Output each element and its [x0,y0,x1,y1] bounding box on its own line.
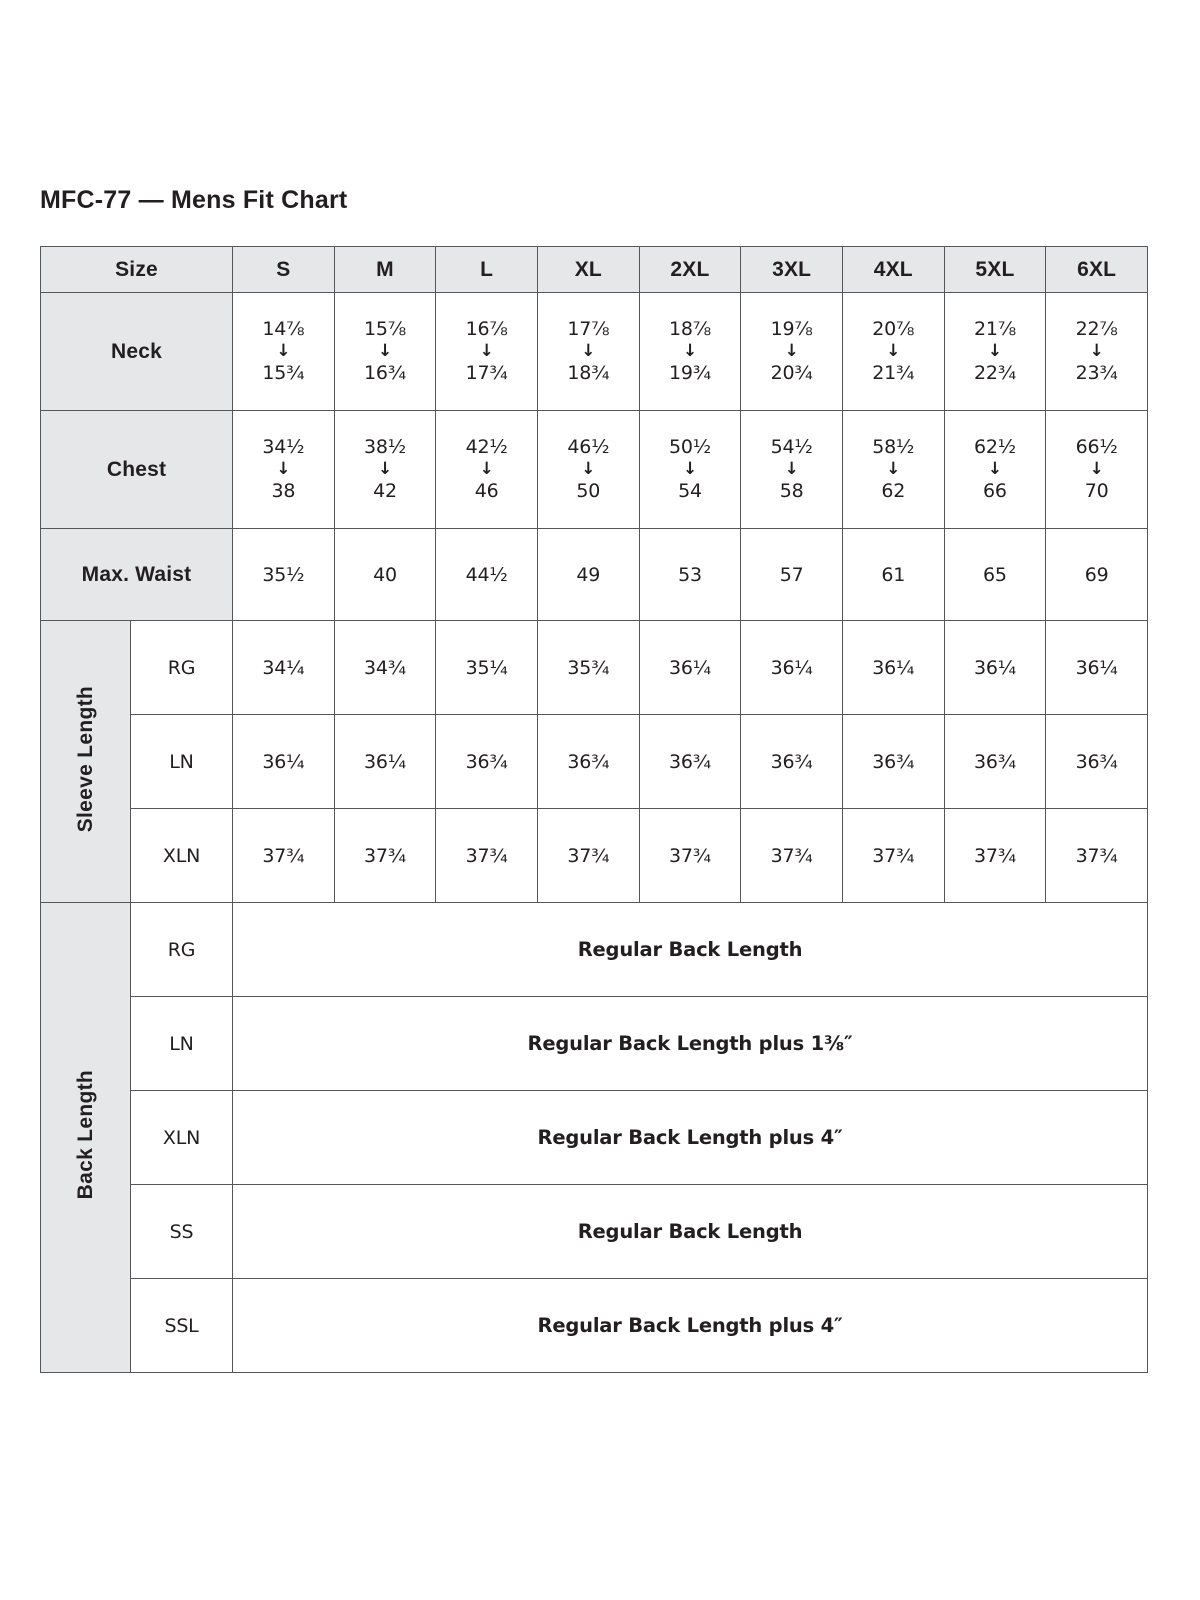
sleeve-ln-cell: 36¾ [741,715,843,809]
size-col-header: S [233,247,335,293]
sleeve-xln-cell: 37¾ [1046,809,1148,903]
chest-cell [436,411,538,529]
back-length-ssl-row [41,1279,1148,1373]
sleeve-rg-cell: 34¾ [334,621,436,715]
sleeve-xln-cell: 37¾ [537,809,639,903]
neck-min: 19⅞ [770,318,813,340]
down-arrow-icon: ↓ [682,341,697,361]
chest-max: 58 [779,480,804,502]
neck-row [41,293,1148,411]
max-waist-row-label: Max. Waist [41,529,233,621]
back-rg-label: RG [131,903,233,997]
down-arrow-icon: ↓ [581,341,596,361]
back-length-label-text: Back Length [73,1070,97,1200]
sleeve-ln-cell: 36¾ [842,715,944,809]
header-row [41,247,1148,293]
sleeve-rg-cell: 36¼ [1046,621,1148,715]
down-arrow-icon: ↓ [886,459,901,479]
back-length-rg-row [41,903,1148,997]
back-ss-value: Regular Back Length [233,1185,1148,1279]
chest-max: 62 [881,480,906,502]
chest-max: 66 [983,480,1007,502]
neck-cell [334,293,436,411]
page-title: MFC-77 — Mens Fit Chart [40,186,348,214]
back-ssl-label: SSL [131,1279,233,1373]
max-waist-cell: 40 [334,529,436,621]
down-arrow-icon: ↓ [1089,459,1104,479]
neck-max: 16¾ [364,362,406,384]
size-col-header: XL [537,247,639,293]
neck-min: 21⅞ [973,318,1016,340]
size-col-header: M [334,247,436,293]
sleeve-rg-cell: 36¼ [639,621,741,715]
max-waist-row [41,529,1148,621]
chest-cell [639,411,741,529]
chest-row-label: Chest [41,411,233,529]
neck-cell [842,293,944,411]
neck-cell [436,293,538,411]
down-arrow-icon: ↓ [276,341,291,361]
sleeve-rg-label: RG [131,621,233,715]
chest-cell [741,411,843,529]
sleeve-ln-cell: 36¾ [944,715,1046,809]
down-arrow-icon: ↓ [987,459,1002,479]
max-waist-cell: 65 [944,529,1046,621]
neck-min: 17⅞ [567,318,610,340]
size-col-header: L [436,247,538,293]
chest-cell [842,411,944,529]
neck-min: 14⅞ [262,318,305,340]
sleeve-rg-cell: 36¼ [741,621,843,715]
sleeve-xln-cell: 37¾ [944,809,1046,903]
chest-max: 54 [678,480,702,502]
neck-cell [1046,293,1148,411]
back-length-xln-row [41,1091,1148,1185]
sleeve-ln-cell: 36¾ [537,715,639,809]
back-ln-value: Regular Back Length plus 1⅜″ [233,997,1148,1091]
neck-max: 18¾ [567,362,610,384]
neck-row-label: Neck [41,293,233,411]
size-header-cell: Size [41,247,233,293]
chest-max: 38 [271,480,296,502]
size-col-header: 2XL [639,247,741,293]
max-waist-cell: 49 [537,529,639,621]
neck-cell [537,293,639,411]
sleeve-rg-cell: 36¼ [944,621,1046,715]
sleeve-length-group-label [41,621,131,903]
down-arrow-icon: ↓ [581,459,596,479]
down-arrow-icon: ↓ [479,341,494,361]
sleeve-rg-cell: 35¾ [537,621,639,715]
sleeve-xln-cell: 37¾ [842,809,944,903]
chest-max: 42 [373,480,397,502]
sleeve-rg-cell: 36¼ [842,621,944,715]
neck-cell [944,293,1046,411]
max-waist-cell: 35½ [233,529,335,621]
chest-cell [1046,411,1148,529]
chest-cell [334,411,436,529]
sleeve-xln-cell: 37¾ [639,809,741,903]
sleeve-length-ln-row [41,715,1148,809]
sleeve-ln-cell: 36¾ [639,715,741,809]
max-waist-cell: 57 [741,529,843,621]
back-length-group-label [41,903,131,1373]
sleeve-rg-cell: 35¼ [436,621,538,715]
neck-min: 20⅞ [872,318,915,340]
down-arrow-icon: ↓ [377,459,393,479]
chest-min: 46½ [567,436,610,458]
sleeve-xln-cell: 37¾ [334,809,436,903]
max-waist-cell: 69 [1046,529,1148,621]
down-arrow-icon: ↓ [784,341,799,361]
chest-min: 42½ [465,436,508,458]
back-ln-label: LN [131,997,233,1091]
sleeve-xln-cell: 37¾ [741,809,843,903]
neck-min: 22⅞ [1075,318,1118,340]
sleeve-length-rg-row [41,621,1148,715]
max-waist-cell: 53 [639,529,741,621]
back-xln-value: Regular Back Length plus 4″ [233,1091,1148,1185]
chest-min: 58½ [872,436,915,458]
neck-max: 23¾ [1075,362,1118,384]
chest-cell [537,411,639,529]
size-col-header: 4XL [842,247,944,293]
chest-min: 38½ [364,436,406,458]
back-rg-value: Regular Back Length [233,903,1148,997]
sleeve-ln-cell: 36¾ [436,715,538,809]
chest-cell [233,411,335,529]
sleeve-ln-cell: 36¼ [334,715,436,809]
back-length-ss-row [41,1185,1148,1279]
down-arrow-icon: ↓ [1089,341,1104,361]
neck-min: 18⅞ [668,318,711,340]
neck-max: 17¾ [465,362,508,384]
neck-cell [639,293,741,411]
neck-cell [233,293,335,411]
neck-max: 20¾ [770,362,813,384]
back-length-ln-row [41,997,1148,1091]
down-arrow-icon: ↓ [276,459,291,479]
chest-min: 34½ [262,436,305,458]
size-col-header: 3XL [741,247,843,293]
chest-min: 66½ [1075,436,1118,458]
max-waist-cell: 44½ [436,529,538,621]
size-col-header: 6XL [1046,247,1148,293]
sleeve-ln-label: LN [131,715,233,809]
chest-max: 46 [474,480,499,502]
chest-min: 62½ [973,436,1016,458]
down-arrow-icon: ↓ [377,341,393,361]
neck-cell [741,293,843,411]
neck-min: 15⅞ [364,318,406,340]
neck-min: 16⅞ [465,318,508,340]
back-xln-label: XLN [131,1091,233,1185]
chest-min: 50½ [668,436,711,458]
chest-max: 70 [1084,480,1109,502]
down-arrow-icon: ↓ [886,341,901,361]
neck-max: 15¾ [262,362,305,384]
chest-row [41,411,1148,529]
back-ssl-value: Regular Back Length plus 4″ [233,1279,1148,1373]
sleeve-xln-label: XLN [131,809,233,903]
back-ss-label: SS [131,1185,233,1279]
fit-chart-table [40,246,1148,1373]
chest-max: 50 [576,480,601,502]
neck-max: 22¾ [973,362,1016,384]
down-arrow-icon: ↓ [682,459,697,479]
max-waist-cell: 61 [842,529,944,621]
neck-max: 19¾ [668,362,711,384]
sleeve-rg-cell: 34¼ [233,621,335,715]
sleeve-length-xln-row [41,809,1148,903]
chest-min: 54½ [770,436,813,458]
down-arrow-icon: ↓ [784,459,799,479]
down-arrow-icon: ↓ [987,341,1002,361]
sleeve-xln-cell: 37¾ [436,809,538,903]
sleeve-xln-cell: 37¾ [233,809,335,903]
sleeve-ln-cell: 36¾ [1046,715,1148,809]
down-arrow-icon: ↓ [479,459,494,479]
neck-max: 21¾ [872,362,915,384]
size-col-header: 5XL [944,247,1046,293]
sleeve-ln-cell: 36¼ [233,715,335,809]
sleeve-length-label-text: Sleeve Length [73,685,97,833]
chest-cell [944,411,1046,529]
